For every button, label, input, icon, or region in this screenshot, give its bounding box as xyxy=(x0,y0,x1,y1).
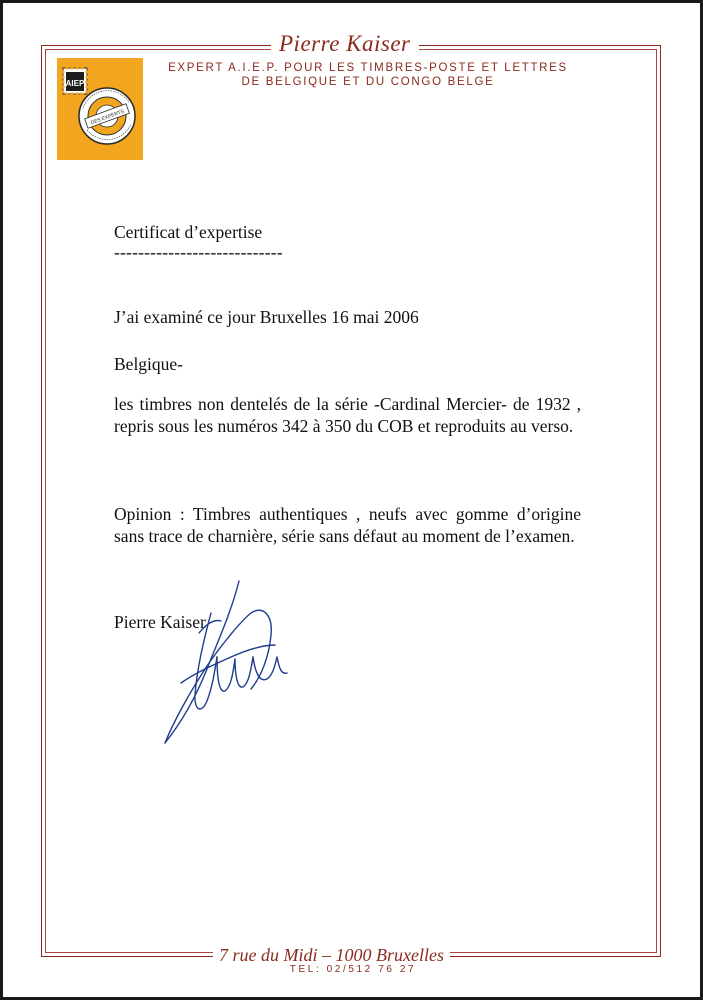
examination-statement: J’ai examiné ce jour Bruxelles 16 mai 2006 xyxy=(114,307,419,327)
signatory-name: Pierre Kaiser xyxy=(114,612,206,632)
inner-border xyxy=(45,49,657,953)
country-label: Belgique- xyxy=(114,354,184,374)
footer-phone: TEL: 02/512 76 27 xyxy=(289,964,417,975)
aiep-logo-emblem xyxy=(57,58,143,160)
stamp-description: les timbres non dentelés de la série -Cardinal Mercier- de 1932 , repris sous les numéros 342 à 350 du COB et reproduits au verso. xyxy=(114,394,581,436)
footer-address: 7 rue du Midi – 1000 Bruxelles xyxy=(213,943,450,967)
aiep-logo xyxy=(57,58,143,160)
handwritten-signature xyxy=(151,573,291,753)
certificate-title: Certificat d’expertise xyxy=(114,222,263,242)
expert-opinion: Opinion : Timbres authentiques , neufs avec gomme d’origine sans trace de charnière, série sans défaut au moment de l’examen. xyxy=(114,504,581,546)
title-underline: ---------------------------- xyxy=(114,242,283,262)
letterhead-name: Pierre Kaiser xyxy=(271,29,419,59)
letterhead-title-line-2: DE BELGIQUE ET DU CONGO BELGE xyxy=(241,76,495,88)
svg-text:AIEP: AIEP xyxy=(65,79,85,88)
signature-graphic xyxy=(151,573,291,748)
svg-text:DES EXPERTS: DES EXPERTS xyxy=(90,108,125,127)
letterhead-title-line-1: EXPERT A.I.E.P. POUR LES TIMBRES-POSTE ET LETTRES xyxy=(168,62,568,74)
